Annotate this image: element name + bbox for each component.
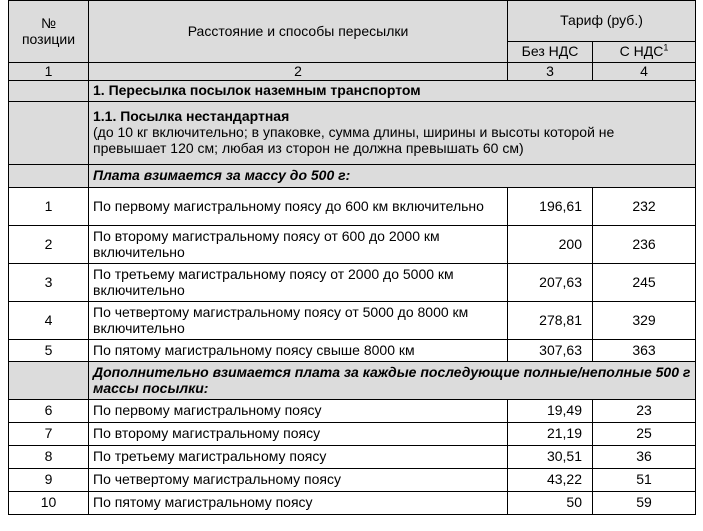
- price-with-vat: 329: [593, 302, 696, 340]
- price-with-vat: 236: [593, 226, 696, 264]
- position-number: 1: [9, 188, 89, 226]
- subsection-cell: [89, 102, 696, 165]
- price-with-vat: 363: [593, 340, 696, 362]
- distance-description: По первому магистральному поясу до 600 км включительно: [89, 188, 508, 226]
- position-number-header: № позиции: [9, 1, 89, 63]
- position-number: 7: [9, 423, 89, 446]
- position-number: 6: [9, 400, 89, 423]
- tariff-header: Тариф (руб.): [508, 1, 696, 42]
- weight-caption: Плата взимается за массу до 500 г:: [89, 165, 696, 188]
- table-row: [9, 469, 696, 492]
- price-without-vat: 19,49: [508, 400, 593, 423]
- column-number: 2: [89, 63, 508, 81]
- table-row: [9, 264, 696, 302]
- position-number: 5: [9, 340, 89, 362]
- price-without-vat: 196,61: [508, 188, 593, 226]
- price-without-vat: 50: [508, 492, 593, 515]
- table-row: [9, 446, 696, 469]
- distance-description: По четвертому магистральному поясу: [89, 469, 508, 492]
- price-without-vat: 307,63: [508, 340, 593, 362]
- distance-description: По первому магистральному поясу: [89, 400, 508, 423]
- position-number: 9: [9, 469, 89, 492]
- subsection-title: 1.1. Посылка нестандартная: [93, 108, 290, 125]
- distance-description: По пятому магистральному поясу: [89, 492, 508, 515]
- empty-cell: [9, 165, 89, 188]
- extra-caption: Дополнительно взимается плата за каждые последующие полные/неполные 500 г массы посылки:: [89, 362, 696, 400]
- extra-caption-row: [9, 362, 696, 400]
- empty-cell: [9, 81, 89, 102]
- column-number: 4: [593, 63, 696, 81]
- price-without-vat: 43,22: [508, 469, 593, 492]
- section-title: 1. Пересылка посылок наземным транспортом: [89, 81, 696, 102]
- with-vat-header: [593, 42, 696, 63]
- position-number: 3: [9, 264, 89, 302]
- column-number: 3: [508, 63, 593, 81]
- price-without-vat: 278,81: [508, 302, 593, 340]
- subsection-note: (до 10 кг включительно; в упаковке, сумма длины, ширины и высоты которой не превышает 120 см; любая из сторон не должна превышать 60 см): [93, 124, 615, 156]
- header-row: [9, 1, 696, 42]
- distance-description: По пятому магистральному поясу свыше 8000 км: [89, 340, 508, 362]
- table-row: [9, 400, 696, 423]
- price-with-vat: 25: [593, 423, 696, 446]
- price-with-vat: 232: [593, 188, 696, 226]
- position-number: 2: [9, 226, 89, 264]
- table-row: [9, 340, 696, 362]
- price-with-vat: 36: [593, 446, 696, 469]
- empty-cell: [9, 102, 89, 165]
- distance-description: По третьему магистральному поясу: [89, 446, 508, 469]
- empty-cell: [9, 362, 89, 400]
- distance-description: По второму магистральному поясу от 600 до 2000 км включительно: [89, 226, 508, 264]
- with-vat-label: С НДС: [619, 43, 664, 60]
- table-row: [9, 302, 696, 340]
- position-number: 8: [9, 446, 89, 469]
- distance-header: Расстояние и способы пересылки: [89, 1, 508, 63]
- footnote-marker: 1: [663, 42, 669, 53]
- distance-description: По третьему магистральному поясу от 2000 до 5000 км включительно: [89, 264, 508, 302]
- table-row: [9, 492, 696, 515]
- weight-caption-row: [9, 165, 696, 188]
- price-with-vat: 23: [593, 400, 696, 423]
- price-with-vat: 59: [593, 492, 696, 515]
- position-number: 10: [9, 492, 89, 515]
- price-without-vat: 207,63: [508, 264, 593, 302]
- price-without-vat: 200: [508, 226, 593, 264]
- column-number-row: [9, 63, 696, 81]
- distance-description: По четвертому магистральному поясу от 5000 до 8000 км включительно: [89, 302, 508, 340]
- table-row: [9, 423, 696, 446]
- subsection-row: [9, 102, 696, 165]
- price-without-vat: 30,51: [508, 446, 593, 469]
- price-without-vat: 21,19: [508, 423, 593, 446]
- table-row: [9, 188, 696, 226]
- table-row: [9, 226, 696, 264]
- position-number: 4: [9, 302, 89, 340]
- section-row: [9, 81, 696, 102]
- no-vat-header: Без НДС: [508, 42, 593, 63]
- column-number: 1: [9, 63, 89, 81]
- distance-description: По второму магистральному поясу: [89, 423, 508, 446]
- price-with-vat: 51: [593, 469, 696, 492]
- price-with-vat: 245: [593, 264, 696, 302]
- tariff-table: [8, 0, 696, 515]
